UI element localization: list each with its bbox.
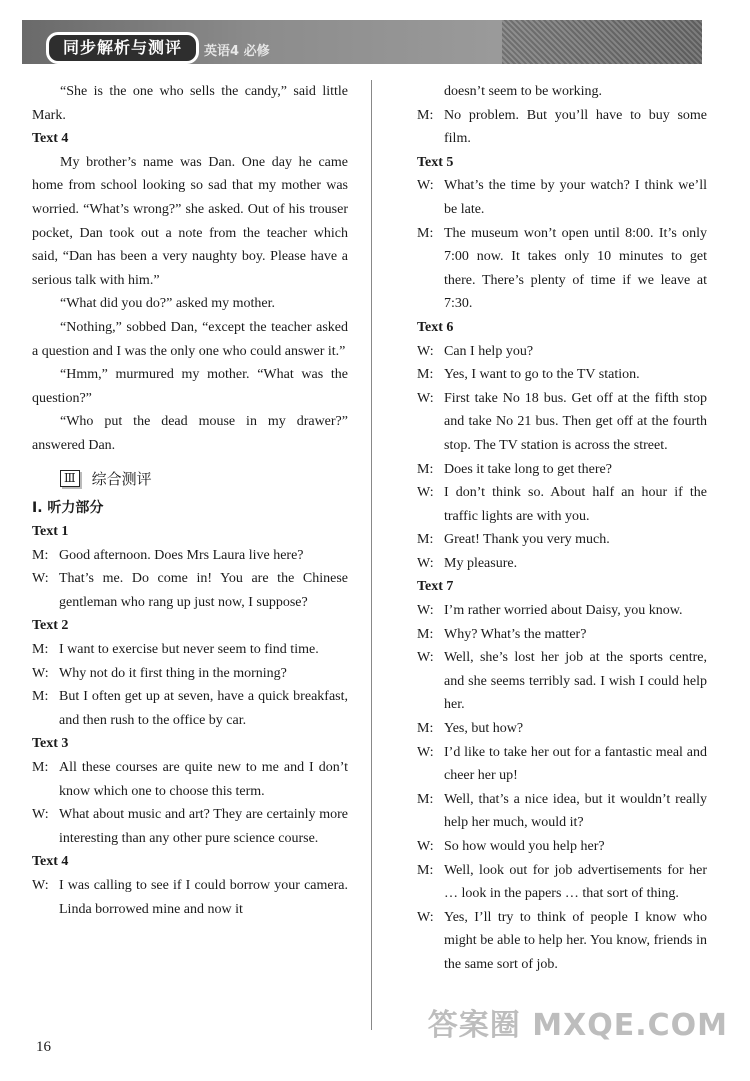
utterance-text: No problem. But you’ll have to buy some film. <box>444 107 707 147</box>
dialogue-line <box>32 567 348 614</box>
page-number: 16 <box>36 1039 51 1055</box>
utterance-text: My pleasure. <box>444 555 518 571</box>
dialogue <box>417 599 707 977</box>
speaker-label: W: <box>32 878 49 893</box>
speaker-label: M: <box>417 532 434 548</box>
speaker-label: M: <box>32 689 49 705</box>
dialogue-line <box>32 685 348 732</box>
dialogue-line <box>32 638 348 662</box>
speaker-label: M: <box>417 721 434 737</box>
section-title: 综合测评 <box>91 469 152 488</box>
dialogue-line <box>417 528 707 552</box>
utterance-text: I want to exercise but never seem to find time. <box>59 642 319 658</box>
speaker-label: W: <box>417 650 434 666</box>
dialogue-line <box>417 859 707 906</box>
speaker-label: W: <box>32 807 49 823</box>
utterance-text: I don’t think so. About half an hour if the traffic lights are with you. <box>444 485 707 524</box>
utterance-text: Yes, I’ll try to think of people I know who might be able to help her. You know, friends in the same sort of job. <box>444 909 707 972</box>
speaker-label: M: <box>417 791 434 807</box>
speaker-label: M: <box>32 547 49 563</box>
dialogue <box>417 104 707 151</box>
utterance-text: Why? What’s the matter? <box>444 626 587 642</box>
speaker-label: W: <box>417 603 434 619</box>
dialogue-line <box>417 387 707 458</box>
story-paragraph: My brother’s name was Dan. One day he came home from school looking so sad that my mother was worried. “What’s wrong?” she asked. Out of his trouser pocket, Dan took out a note from the teacher which said, “Dan has been a very naughty boy. Please have a serious talk with him.” <box>32 154 348 288</box>
utterance-text: So how would you help her? <box>444 839 605 854</box>
utterance-text: I’m rather worried about Daisy, you know. <box>444 603 683 619</box>
text-heading: Text 1 <box>32 524 69 540</box>
dialogue-line <box>417 363 707 387</box>
speaker-label: W: <box>417 178 434 194</box>
story-paragraph: “Who put the dead mouse in my drawer?” answered Dan. <box>32 414 348 453</box>
speaker-label: M: <box>417 461 434 477</box>
dialogue-line <box>417 481 707 528</box>
utterance-text: Well, look out for job advertisements for her … look in the papers … that sort of thing. <box>444 862 707 902</box>
dialogue-line <box>417 222 707 316</box>
dialogue <box>417 174 707 316</box>
speaker-label: W: <box>417 744 434 760</box>
page-header <box>22 20 702 64</box>
utterance-text: Good afternoon. Does Mrs Laura live here? <box>59 547 304 563</box>
book-subtitle: 英语4 必修 <box>204 44 270 59</box>
dialogue-line <box>417 717 707 741</box>
dialogue <box>32 638 348 732</box>
dialogue-continuation: doesn’t seem to be working. <box>444 84 602 99</box>
utterance-text: First take No 18 bus. Get off at the fifth stop and take No 21 bus. Then get off at the fourth stop. The TV station is across the street. <box>444 390 707 453</box>
speaker-label: M: <box>32 760 49 776</box>
dialogue <box>32 544 348 615</box>
dialogue-line <box>32 544 348 568</box>
dialogue-line <box>32 803 348 850</box>
dialogue-line <box>417 174 707 221</box>
utterance-text: All these courses are quite new to me and I don’t know which one to choose this term. <box>59 760 348 799</box>
utterance-text: Can I help you? <box>444 343 534 359</box>
dialogue-line <box>417 340 707 364</box>
column-divider <box>371 80 372 1030</box>
dialogue-line <box>32 874 348 921</box>
speaker-label: M: <box>417 367 434 383</box>
utterance-text: I was calling to see if I could borrow your camera. Linda borrowed mine and now it <box>59 878 348 917</box>
text-heading: Text 4 <box>32 854 69 870</box>
utterance-text: Yes, but how? <box>444 721 524 737</box>
dialogue <box>32 874 348 921</box>
right-column <box>417 80 707 977</box>
utterance-text: But I often get up at seven, have a quick breakfast, and then rush to the office by car. <box>59 689 348 728</box>
speaker-label: W: <box>417 390 434 406</box>
utterance-text: Does it take long to get there? <box>444 461 612 477</box>
dialogue-line <box>417 599 707 623</box>
left-column <box>32 80 348 921</box>
utterance-text: What about music and art? They are certainly more interesting than any other pure science course. <box>59 807 348 846</box>
story-paragraph: “What did you do?” asked my mother. <box>60 296 275 312</box>
dialogue-line <box>417 741 707 788</box>
speaker-label: W: <box>417 839 434 854</box>
utterance-text: Well, she’s lost her job at the sports centre, and she seems terribly sad. I wish I could help her. <box>444 650 707 713</box>
speaker-label: W: <box>417 485 434 501</box>
dialogue-line <box>417 552 707 576</box>
utterance-text: What’s the time by your watch? I think we’ll be late. <box>444 178 707 217</box>
text-heading: Text 7 <box>417 579 454 595</box>
dialogue-line <box>417 906 707 977</box>
utterance-text: Well, that’s a nice idea, but it wouldn’t really help her much, would it? <box>444 791 707 831</box>
speaker-label: W: <box>32 571 49 587</box>
speaker-label: M: <box>417 626 434 642</box>
dialogue-line <box>417 835 707 859</box>
speaker-label: W: <box>32 665 49 681</box>
dialogue-line <box>417 646 707 717</box>
dialogue-line <box>32 662 348 686</box>
watermark-logo: 答案圈 MXQE.COM <box>427 1008 728 1043</box>
story-paragraph: “Hmm,” murmured my mother. “What was the question?” <box>32 367 348 406</box>
utterance-text: The museum won’t open until 8:00. It’s only 7:00 now. It takes only 10 minutes to get there. There’s plenty of time if we leave at 7:30. <box>444 225 707 312</box>
story-paragraph: “Nothing,” sobbed Dan, “except the teacher asked a question and I was the only one who could answer it.” <box>32 319 348 359</box>
utterance-text: Why not do it first thing in the morning? <box>59 665 287 681</box>
section-number: Ⅲ <box>60 470 80 487</box>
dialogue <box>417 340 707 576</box>
dialogue-line <box>32 756 348 803</box>
dialogue-line <box>417 788 707 835</box>
header-texture <box>502 20 702 64</box>
speaker-label: M: <box>417 107 434 123</box>
speaker-label: M: <box>32 642 49 658</box>
speaker-label: W: <box>417 343 434 359</box>
story-line: “She is the one who sells the candy,” said little Mark. <box>32 84 348 123</box>
utterance-text: Yes, I want to go to the TV station. <box>444 367 640 383</box>
speaker-label: W: <box>417 909 434 925</box>
dialogue-line <box>417 623 707 647</box>
utterance-text: That’s me. Do come in! You are the Chinese gentleman who rang up just now, I suppose? <box>59 571 348 610</box>
speaker-label: M: <box>417 225 434 241</box>
part-heading: Ⅰ. 听力部分 <box>32 499 104 516</box>
text-heading: Text 6 <box>417 319 454 335</box>
utterance-text: Great! Thank you very much. <box>444 532 610 548</box>
section-heading <box>60 468 348 489</box>
dialogue-line <box>417 104 707 151</box>
utterance-text: I’d like to take her out for a fantastic meal and cheer her up! <box>444 744 707 784</box>
text-heading: Text 5 <box>417 154 454 170</box>
text-heading: Text 4 <box>32 131 69 147</box>
dialogue <box>32 756 348 850</box>
text-heading: Text 3 <box>32 736 69 752</box>
speaker-label: W: <box>417 555 434 571</box>
speaker-label: M: <box>417 862 434 878</box>
dialogue-line <box>417 458 707 482</box>
text-heading: Text 2 <box>32 618 69 634</box>
book-title-badge: 同步解析与测评 <box>46 32 199 64</box>
